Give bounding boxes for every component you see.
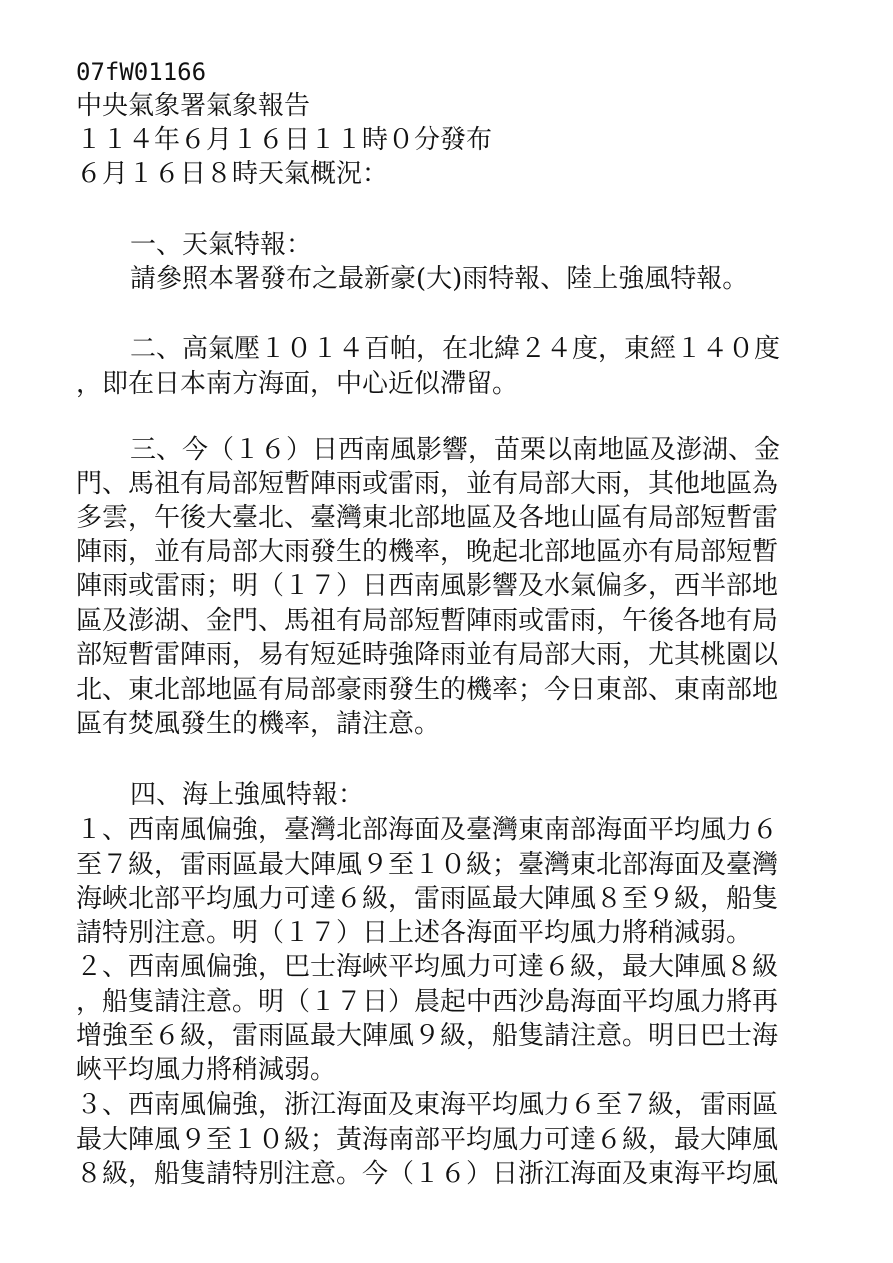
section2-line: ，即在日本南方海面，中心近似滯留。 [76,369,519,399]
section4-line: ３、西南風偏強，浙江海面及東海平均風力６至７級，雷雨區 [76,1090,779,1120]
section3-line: 陣雨，並有局部大雨發生的機率，晚起北部地區亦有局部短暫 [76,537,779,567]
section1-title: 一、天氣特報： [130,230,313,260]
section4-line: ８級，船隻請特別注意。今（１６）日浙江海面及東海平均風 [76,1159,779,1189]
section4-line: 最大陣風９至１０級；黃海南部平均風力可達６級，最大陣風 [76,1125,779,1155]
section3-line: 部短暫雷陣雨，易有短延時強降雨並有局部大雨，尤其桃園以 [76,640,779,670]
section4-line: ２、西南風偏強，巴士海峽平均風力可達６級，最大陣風８級 [76,952,779,982]
section3-line: 多雲，午後大臺北、臺灣東北部地區及各地山區有局部短暫雷 [76,503,779,533]
section4-line: ，船隻請注意。明（１７日）晨起中西沙島海面平均風力將再 [76,987,779,1017]
section4-line: 峽平均風力將稍減弱。 [76,1055,337,1085]
section3-line: 陣雨或雷雨；明（１７）日西南風影響及水氣偏多，西半部地 [76,571,779,601]
agency-report-title: 中央氣象署氣象報告 [76,91,311,121]
section4-title: 四、海上強風特報： [130,780,365,810]
section4-line: １、西南風偏強，臺灣北部海面及臺灣東南部海面平均風力６ [76,815,779,845]
section4-line: 海峽北部平均風力可達６級，雷雨區最大陣風８至９級，船隻 [76,884,779,914]
section4-line: 至７級，雷雨區最大陣風９至１０級；臺灣東北部海面及臺灣 [76,850,779,880]
section3-line: 區有焚風發生的機率，請注意。 [76,709,441,739]
section3-line: 三、今（１６）日西南風影響，苗栗以南地區及澎湖、金 [130,435,781,465]
issue-time: １１４年６月１６日１１時０分發布 [76,125,493,155]
section3-line: 門、馬祖有局部短暫陣雨或雷雨，並有局部大雨，其他地區為 [76,469,779,499]
document-id: 07fW01166 [76,58,207,86]
section1-body: 請參照本署發布之最新豪(大)雨特報、陸上強風特報。 [130,264,749,294]
section2-line: 二、高氣壓１０１４百帕，在北緯２４度，東經１４０度 [130,334,781,364]
section3-line: 區及澎湖、金門、馬祖有局部短暫陣雨或雷雨，午後各地有局 [76,606,779,636]
overview-heading: ６月１６日８時天氣概況： [76,159,389,189]
section4-line: 增強至６級，雷雨區最大陣風９級，船隻請注意。明日巴士海 [76,1021,779,1051]
section4-line: 請特別注意。明（１７）日上述各海面平均風力將稍減弱。 [76,918,753,948]
section3-line: 北、東北部地區有局部豪雨發生的機率；今日東部、東南部地 [76,675,779,705]
